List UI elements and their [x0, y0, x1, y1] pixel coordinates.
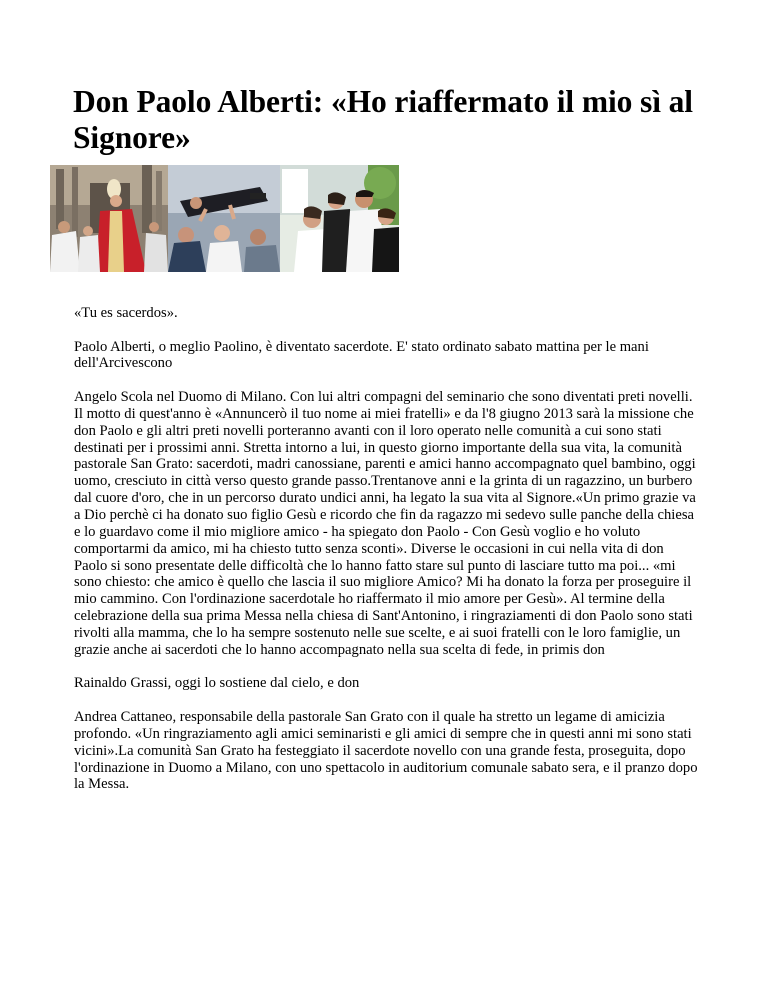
article-paragraph-5: Andrea Cattaneo, responsabile della pastorale San Grato con il quale ha stretto un legame di amicizia profondo. «Un ringraziamento agli amici seminaristi e gli amici di sempre che in questi anni mi sono stati vicini».La comunità San Grato ha festeggiato il sacerdote novello con una grande festa, proseguita, dopo l'ordinazione in Duomo a Milano, con uno spettacolo in auditorium comunale sabato sera, e il pranzo dopo la Messa.	[74, 709, 698, 793]
article-photo	[50, 165, 399, 272]
article-title: Don Paolo Alberti: «Ho riaffermato il mio sì al Signore»	[73, 84, 693, 155]
article-paragraph-1: «Tu es sacerdos».	[74, 304, 178, 321]
article-paragraph-3: Angelo Scola nel Duomo di Milano. Con lui altri compagni del seminario che sono diventati preti novelli. Il motto di quest'anno è «Annuncerò il tuo nome ai miei fratelli» e da l'8 giugno 2013 sarà la missione che don Paolo e gli altri preti novelli porteranno avanti con il loro operato nelle comunità a cui sono stati destinati per i prossimi anni. Stretta intorno a lui, in questo giorno importante della sua vita, la comunità pastorale San Grato: sacerdoti, madri canossiane, parenti e amici hanno accompagnato quel bambino, oggi uomo, cresciuto in città verso questo grande passo.Trentanove anni e la grinta di un ragazzino, un burbero dal cuore d'oro, che in un percorso durato undici anni, ha legato la sua vita al Signore.«Un primo grazie va a Dio perchè ci ha donato suo figlio Gesù e ricordo che fin da ragazzo mi sedevo sulle panche della chiesa e lo guardavo come il mio migliore amico - ha spiegato don Paolo - Con Gesù voglio e ho voluto comportarmi da amico, mi ha chiesto tutto senza sconti». Diverse le occasioni in cui nella vita di don Paolo si sono presentate delle difficoltà che lo hanno fatto stare sul punto di lasciare tutto ma poi... «mi sono chiesto: che amico è quello che lascia il suo migliore Amico? Mi ha donato la forza per proseguire il mio cammino. Con l'ordinazione sacerdotale ho riaffermato il mio amore per Gesù». Al termine della celebrazione della sua prima Messa nella chiesa di Sant'Antonino, i ringraziamenti di don Paolo sono stati rivolti alla mamma, che lo ha sempre sostenuto nelle sue scelte, e ai suoi fratelli con le loro famiglie, un grazie anche ai sacerdoti che lo hanno accompagnato nella sua scelta di fede, in primis don	[74, 389, 696, 658]
photo-collage-icon	[50, 165, 399, 272]
article-paragraph-4: Rainaldo Grassi, oggi lo sostiene dal cielo, e don	[74, 675, 360, 692]
article-body	[74, 288, 699, 810]
article-paragraph-2: Paolo Alberti, o meglio Paolino, è diventato sacerdote. E' stato ordinato sabato mattina per le mani dell'Arcivescono	[74, 338, 649, 372]
